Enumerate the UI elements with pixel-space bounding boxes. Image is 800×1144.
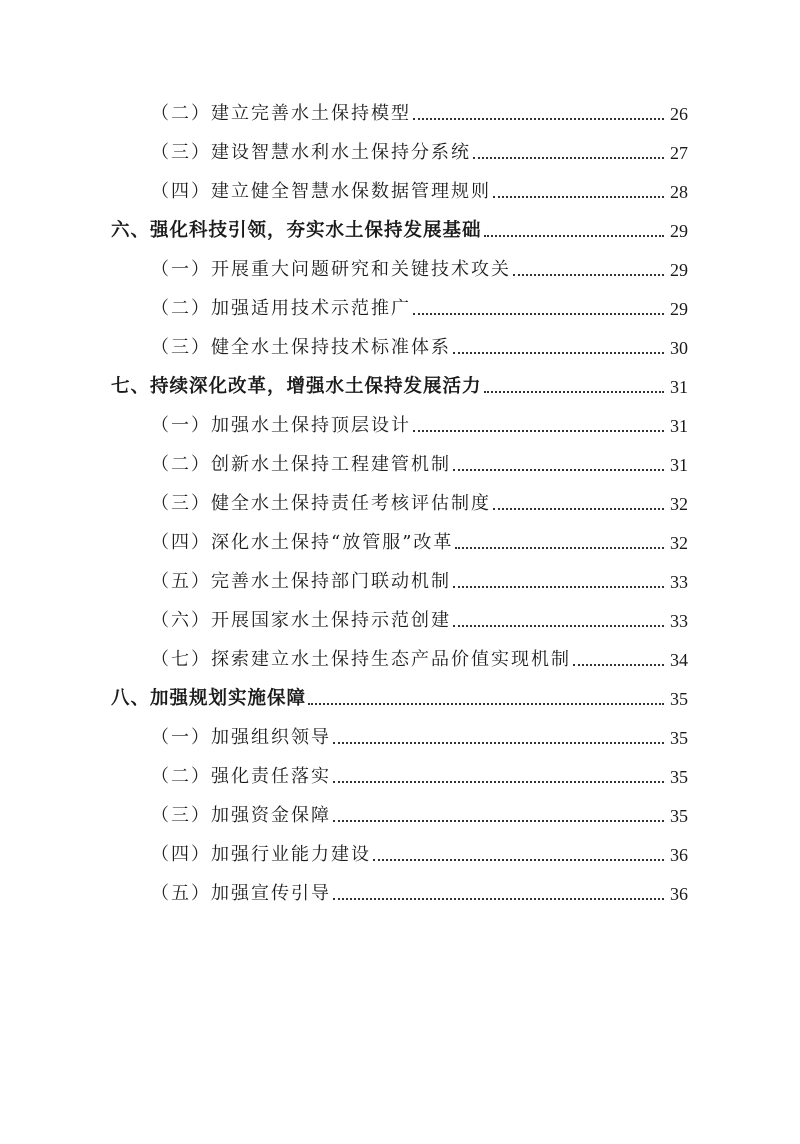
- toc-subsection-entry: [0, 321, 800, 360]
- toc-dot-leader: [573, 664, 664, 666]
- toc-dot-leader: [453, 469, 664, 471]
- toc-dot-leader: [413, 430, 664, 432]
- toc-entry-title: （四）深化水土保持“放管服”改革: [151, 532, 454, 553]
- toc-section-entry: [0, 204, 800, 243]
- toc-dot-leader: [373, 859, 664, 861]
- toc-dot-leader: [473, 157, 664, 159]
- toc-dot-leader: [484, 391, 664, 393]
- toc-subsection-entry: [0, 438, 800, 477]
- toc-section-entry: [0, 672, 800, 711]
- toc-dot-leader: [333, 898, 664, 900]
- toc-subsection-entry: [0, 633, 800, 672]
- toc-subsection-entry: [0, 750, 800, 789]
- toc-entry-title: （一）加强组织领导: [151, 727, 331, 748]
- toc-page-number: 29: [670, 260, 688, 280]
- toc-dot-leader: [453, 625, 664, 627]
- toc-page-number: 32: [670, 494, 688, 514]
- toc-page-number: 27: [670, 143, 688, 163]
- toc-dot-leader: [493, 508, 664, 510]
- toc-section-entry: [0, 360, 800, 399]
- toc-page-number: 36: [670, 884, 688, 904]
- toc-subsection-entry: [0, 243, 800, 282]
- toc-subsection-entry: [0, 555, 800, 594]
- toc-entry-title: （四）建立健全智慧水保数据管理规则: [151, 181, 491, 202]
- toc-dot-leader: [413, 118, 664, 120]
- toc-entry-title: （四）加强行业能力建设: [151, 844, 371, 865]
- toc-entry-title: （三）加强资金保障: [151, 805, 331, 826]
- toc-subsection-entry: [0, 828, 800, 867]
- toc-entry-title: 七、持续深化改革，增强水土保持发展活力: [111, 376, 482, 397]
- toc-entry-title: （二）强化责任落实: [151, 766, 331, 787]
- toc-dot-leader: [333, 781, 664, 783]
- toc-entry-title: （三）健全水土保持责任考核评估制度: [151, 493, 491, 514]
- toc-page-number: 35: [670, 728, 688, 748]
- toc-entry-title: （三）建设智慧水利水土保持分系统: [151, 142, 471, 163]
- toc-subsection-entry: [0, 126, 800, 165]
- toc-page-number: 31: [670, 416, 688, 436]
- toc-dot-leader: [513, 274, 664, 276]
- toc-dot-leader: [333, 742, 664, 744]
- toc-page-number: 35: [670, 689, 688, 709]
- toc-subsection-entry: [0, 867, 800, 906]
- toc-entry-title: （一）开展重大问题研究和关键技术攻关: [151, 259, 511, 280]
- toc-subsection-entry: [0, 516, 800, 555]
- toc-dot-leader: [455, 547, 664, 549]
- toc-page-number: 35: [670, 806, 688, 826]
- toc-entry-title: （六）开展国家水土保持示范创建: [151, 610, 451, 631]
- toc-dot-leader: [308, 703, 664, 705]
- toc-page-number: 34: [670, 650, 688, 670]
- toc-entry-title: （一）加强水土保持顶层设计: [151, 415, 411, 436]
- toc-page-number: 32: [670, 533, 688, 553]
- toc-page-number: 36: [670, 845, 688, 865]
- toc-entry-title: 六、强化科技引领，夯实水土保持发展基础: [111, 220, 482, 241]
- toc-dot-leader: [453, 352, 664, 354]
- toc-entry-title: （五）完善水土保持部门联动机制: [151, 571, 451, 592]
- toc-subsection-entry: [0, 165, 800, 204]
- toc-entry-title: （二）建立完善水土保持模型: [151, 103, 411, 124]
- toc-page-number: 26: [670, 104, 688, 124]
- toc-page-number: 29: [670, 299, 688, 319]
- toc-entry-title: 八、加强规划实施保障: [111, 688, 307, 709]
- toc-subsection-entry: [0, 282, 800, 321]
- toc-page-number: 33: [670, 611, 688, 631]
- toc-subsection-entry: [0, 789, 800, 828]
- toc-subsection-entry: [0, 399, 800, 438]
- table-of-contents: [0, 87, 800, 906]
- toc-page-number: 31: [670, 455, 688, 475]
- toc-dot-leader: [484, 235, 664, 237]
- toc-dot-leader: [333, 820, 664, 822]
- toc-dot-leader: [493, 196, 664, 198]
- toc-entry-title: （五）加强宣传引导: [151, 883, 331, 904]
- toc-page-number: 35: [670, 767, 688, 787]
- toc-page-number: 30: [670, 338, 688, 358]
- toc-entry-title: （二）创新水土保持工程建管机制: [151, 454, 451, 475]
- toc-page-number: 29: [670, 221, 688, 241]
- toc-dot-leader: [453, 586, 664, 588]
- toc-subsection-entry: [0, 594, 800, 633]
- toc-subsection-entry: [0, 711, 800, 750]
- toc-subsection-entry: [0, 87, 800, 126]
- toc-entry-title: （三）健全水土保持技术标准体系: [151, 337, 451, 358]
- toc-entry-title: （二）加强适用技术示范推广: [151, 298, 411, 319]
- toc-subsection-entry: [0, 477, 800, 516]
- toc-entry-title: （七）探索建立水土保持生态产品价值实现机制: [151, 649, 571, 670]
- toc-dot-leader: [413, 313, 664, 315]
- toc-page-number: 28: [670, 182, 688, 202]
- toc-page-number: 31: [670, 377, 688, 397]
- toc-page-number: 33: [670, 572, 688, 592]
